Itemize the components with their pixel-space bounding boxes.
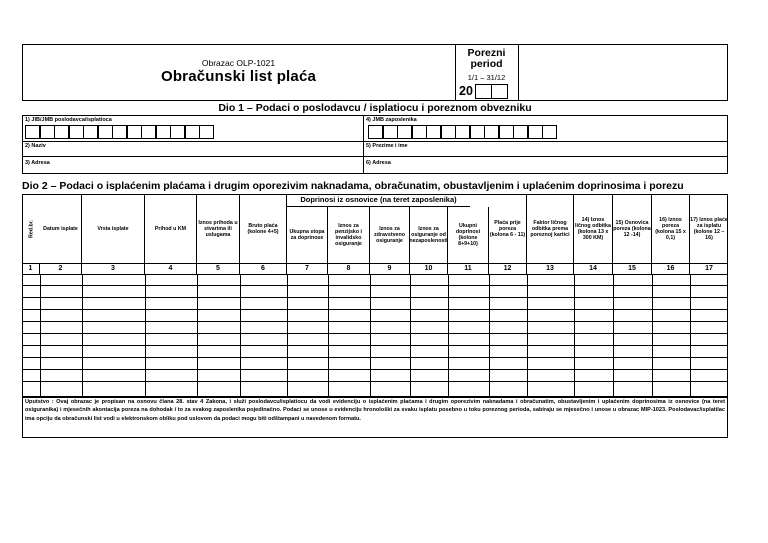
jib-digit-box[interactable]: [40, 125, 55, 139]
column-header: 15) Osnovica poreza (kolona 12 -14): [613, 195, 652, 263]
table-column-line: [489, 274, 490, 397]
field-jib-label: 1) JIB/JMB poslodavca/isplatioca: [25, 117, 112, 123]
jib-digit-box[interactable]: [127, 125, 142, 139]
table-column-line: [370, 274, 371, 397]
jmb-digit-box[interactable]: [455, 125, 470, 139]
jib-digit-box[interactable]: [199, 125, 214, 139]
column-number: 11: [448, 264, 489, 274]
table-row[interactable]: [22, 357, 728, 358]
column-header: Vrsta isplate: [82, 195, 145, 263]
section1-title: Dio 1 – Podaci o poslodavcu / isplatiocu i poreznom obvezniku: [218, 102, 532, 114]
column-header: Iznos za penzijsko i invalidsko osiguranje: [328, 207, 370, 263]
column-number: 1: [22, 264, 40, 274]
column-header: Datum isplate: [40, 195, 82, 263]
header-divider-right: [518, 44, 519, 101]
column-header: 17) Iznos plaće za isplatu (kolone 12 – 16): [690, 216, 728, 242]
year-box-2[interactable]: [491, 84, 508, 99]
column-number: 9: [370, 264, 410, 274]
jmb-digit-box[interactable]: [542, 125, 557, 139]
table-column-line: [82, 274, 83, 397]
column-number: 6: [240, 264, 287, 274]
table-column-line: [328, 274, 329, 397]
jib-digit-box[interactable]: [112, 125, 127, 139]
table-column-line: [652, 274, 653, 397]
jib-digit-box[interactable]: [69, 125, 84, 139]
column-number: 4: [145, 264, 197, 274]
column-number: 2: [40, 264, 82, 274]
table-row[interactable]: [22, 285, 728, 286]
jib-digit-box[interactable]: [156, 125, 171, 139]
period-range: 1/1 – 31/12: [467, 73, 506, 82]
column-header: Prihod u KM: [145, 195, 197, 263]
field-prezime-label: 5) Prezime i ime: [366, 143, 408, 149]
jib-digit-box[interactable]: [170, 125, 185, 139]
column-number: 8: [328, 264, 370, 274]
jmb-digit-box[interactable]: [528, 125, 543, 139]
section1-line-2: [22, 156, 728, 157]
column-header: 16) Iznos poreza (kolona 15 x 0,1): [652, 195, 690, 263]
jib-digit-box[interactable]: [98, 125, 113, 139]
period-label: Porezni period: [467, 47, 506, 70]
jmb-digit-box[interactable]: [397, 125, 412, 139]
table-column-line: [240, 274, 241, 397]
column-number: 12: [489, 264, 527, 274]
table-row[interactable]: [22, 345, 728, 346]
table-column-line: [448, 274, 449, 397]
table-row[interactable]: [22, 309, 728, 310]
jmb-digit-box[interactable]: [513, 125, 528, 139]
jib-digit-box[interactable]: [54, 125, 69, 139]
column-number: 5: [197, 264, 240, 274]
column-header: Plaća prije poreza (kolona 6 - 11): [489, 195, 527, 263]
group-header-underline: [287, 206, 470, 207]
column-number: 15: [613, 264, 652, 274]
jib-digit-box[interactable]: [83, 125, 98, 139]
jib-digit-box[interactable]: [141, 125, 156, 139]
table-column-line: [145, 274, 146, 397]
instructions-note: Uputstvo : Ovaj obrazac je propisan na osnovu člana 28. stav 4 Zakona, i služi poslodavcu/isplatiocu da vodi evidenciju o isplaćenim plaćama i drugim oporezivim naknadama i obračunatim, obustavljenim i uplaćenim doprinosima iz osnovice (na teret osiguranika) i mjesečnih akontacija poreza na dohodak i to za svakog zaposlenika pojedinačno. Podaci se unose u evidenciju hronološki za svaku isplatu posebno u toku poreznog perioda, sabiraju se mjesečno i unose u obrazac MIP-1023. Poslodavac/isplatilac ima opciju da obračunski list vodi u elektronskom obliku pod uslovom da podaci mogu biti odštampani u navedenom formatu.: [25, 399, 725, 422]
field-jmb-label: 4) JMB zaposlenika: [366, 117, 417, 123]
table-column-line: [613, 274, 614, 397]
column-header: Bruto plaća (kolone 4+5): [240, 195, 287, 263]
table-column-line: [40, 274, 41, 397]
section1-line-1: [22, 141, 728, 142]
table-column-line: [690, 274, 691, 397]
jib-digit-box[interactable]: [25, 125, 40, 139]
jmb-digit-box[interactable]: [368, 125, 383, 139]
table-column-line: [287, 274, 288, 397]
table-row[interactable]: [22, 321, 728, 322]
table-column-line: [410, 274, 411, 397]
field-adresa-label: 3) Adresa: [25, 160, 50, 166]
column-number: 3: [82, 264, 145, 274]
jmb-digit-box[interactable]: [412, 125, 427, 139]
column-header: Ukupna stopa za doprinose: [287, 207, 328, 263]
jmb-digit-box[interactable]: [484, 125, 499, 139]
table-row[interactable]: [22, 297, 728, 298]
table-column-line: [574, 274, 575, 397]
form-name: Obrazac OLP-1021: [201, 58, 276, 68]
jmb-digit-box[interactable]: [426, 125, 441, 139]
table-row[interactable]: [22, 369, 728, 370]
field-adresa2-label: 6) Adresa: [366, 160, 391, 166]
field-naziv-label: 2) Naziv: [25, 143, 46, 149]
column-number: 16: [652, 264, 690, 274]
column-number: 17: [705, 265, 713, 272]
jmb-digit-box[interactable]: [441, 125, 456, 139]
column-header: Iznos za zdravstveno osiguranje: [370, 207, 410, 263]
jmb-digit-box[interactable]: [470, 125, 485, 139]
column-header: Iznos prihoda u stvarima ili uslugama: [197, 195, 240, 263]
column-number: 14: [574, 264, 613, 274]
column-number: 7: [287, 264, 328, 274]
table-row[interactable]: [22, 333, 728, 334]
column-header: 14) Iznos ličnog odbitka (kolona 13 x 300 KM): [574, 195, 613, 263]
group-header-contributions: Doprinosi iz osnovice (na teret zaposlenika): [300, 195, 457, 205]
column-header: Red.br.: [22, 195, 40, 263]
form-title: Obračunski list plaća: [160, 68, 317, 85]
table-column-line: [197, 274, 198, 397]
column-header: Faktor ličnog odbitka prema poreznoj kartici: [527, 195, 574, 263]
column-header: Iznos za osiguranje od nezaposlenosti: [410, 207, 448, 263]
jib-digit-box[interactable]: [185, 125, 200, 139]
column-number-line: [22, 274, 728, 275]
jmb-digit-box[interactable]: [383, 125, 398, 139]
table-column-line: [527, 274, 528, 397]
section1-divider: [363, 115, 364, 174]
column-header: Ukupni doprinosi (kolone 8+9+10): [448, 207, 489, 263]
year-box-1[interactable]: [475, 84, 492, 99]
jmb-digit-box[interactable]: [499, 125, 514, 139]
year-prefix: 20: [459, 84, 473, 98]
section2-title: Dio 2 – Podaci o isplaćenim plaćama i drugim oporezivim naknadama, obračunatim, obustavljenim i uplaćenim doprinosima i porezu: [22, 180, 684, 192]
table-row[interactable]: [22, 381, 728, 382]
column-number: 13: [527, 264, 574, 274]
column-number: 10: [410, 264, 448, 274]
